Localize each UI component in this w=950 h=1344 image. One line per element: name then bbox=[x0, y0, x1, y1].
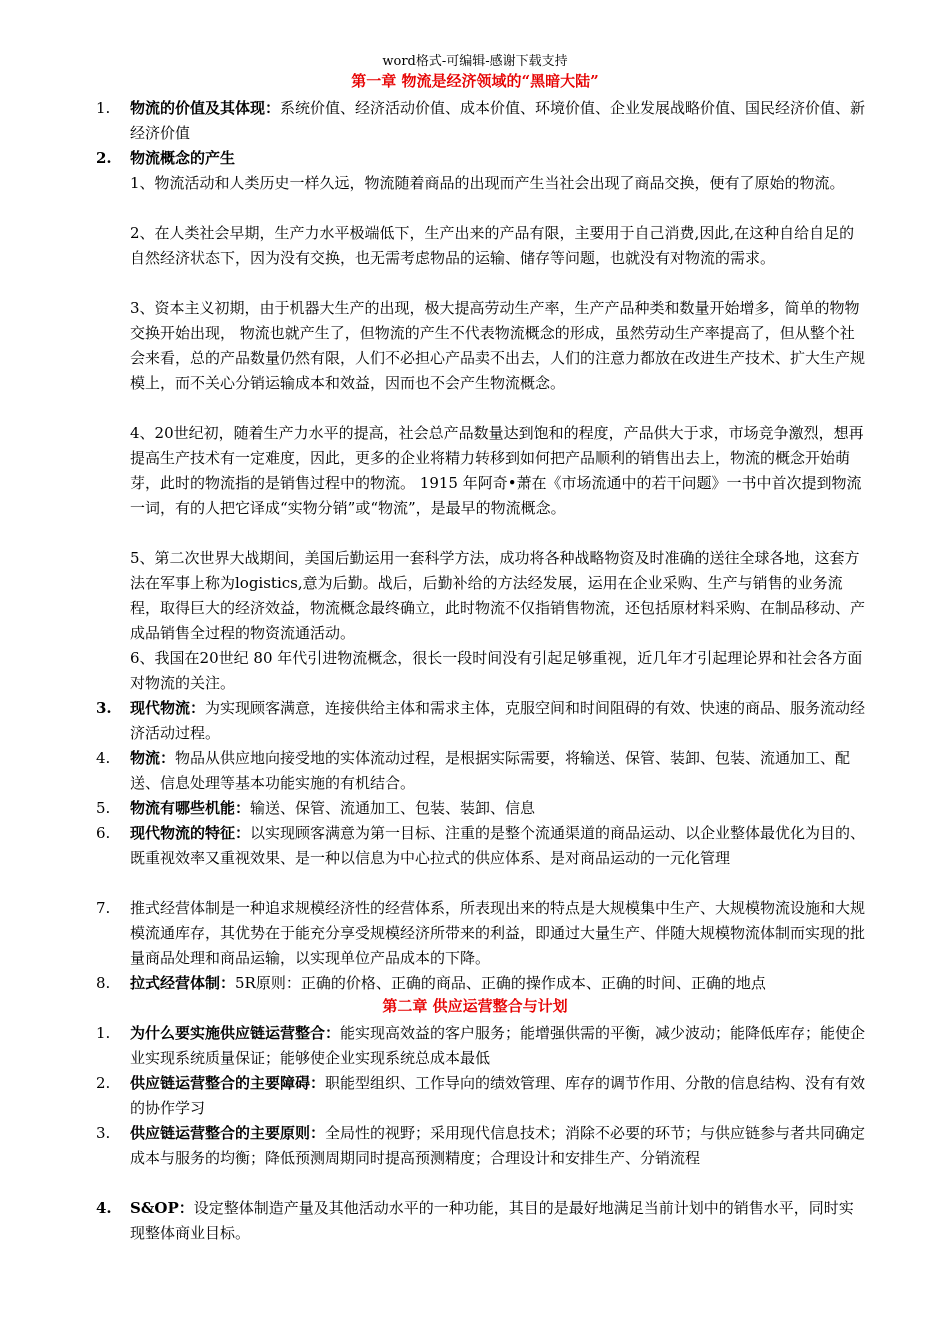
chapter-1-title: 第一章 物流是经济领域的“黑暗大陆” bbox=[351, 72, 599, 90]
item-number: 2. bbox=[96, 149, 112, 167]
item-text: 设定整体制造产量及其他活动水平的一种功能，其目的是最好地满足当前计划中的销售水平，同时实现整体商业目标。 bbox=[130, 1199, 854, 1242]
paragraph: 1、物流活动和人类历史一样久远，物流随着商品的出现而产生当社会出现了商品交换，便有了原始的物流。 bbox=[130, 174, 845, 192]
item-keyword: 为什么要实施供应链运营整合： bbox=[130, 1024, 341, 1042]
item-text: 输送、保管、流通加工、包装、装卸、信息 bbox=[250, 799, 536, 817]
item-keyword: 物流概念的产生 bbox=[130, 149, 236, 167]
list-item bbox=[96, 821, 866, 871]
chapter-2-title: 第二章 供应运营整合与计划 bbox=[382, 997, 568, 1015]
paragraph: 6、我国在20世纪 80 年代引进物流概念，很长一段时间没有引起足够重视，近几年才引起理论界和社会各方面对物流的关注。 bbox=[130, 649, 863, 692]
item-text: 系统价值、经济活动价值、成本价值、环境价值、企业发展战略价值、国民经济价值、新经济价值 bbox=[130, 99, 866, 142]
list-item bbox=[96, 96, 866, 146]
item-number: 2. bbox=[96, 1074, 111, 1092]
item-number: 6. bbox=[96, 824, 111, 842]
page-header: word格式-可编辑-感谢下载支持 bbox=[382, 54, 568, 69]
list-item bbox=[96, 146, 866, 171]
list-item bbox=[96, 1196, 866, 1246]
item-number: 8. bbox=[96, 974, 111, 992]
item-text: 推式经营体制是一种追求规模经济性的经营体系，所表现出来的特点是大规模集中生产、大规模物流设施和大规模流通库存，其优势在于能充分享受规模经济所带来的利益，即通过大量生产、伴随大规模物流体制而实现的批量商品处理和商品运输，以实现单位产品成本的下降。 bbox=[130, 899, 866, 967]
item-keyword: 供应链运营整合的主要原则： bbox=[130, 1124, 326, 1142]
item-keyword: 物流有哪些机能： bbox=[130, 799, 251, 817]
item-text: 全局性的视野；采用现代信息技术；消除不必要的环节；与供应链参与者共同确定成本与服务的均衡；降低预测周期同时提高预测精度；合理设计和安排生产、分销流程 bbox=[130, 1124, 866, 1167]
list-item bbox=[96, 1121, 866, 1171]
list-item bbox=[96, 971, 866, 996]
item-number: 1. bbox=[96, 99, 111, 117]
item-keyword: 现代物流： bbox=[130, 699, 206, 717]
item-text: 5R原则：正确的价格、正确的商品、正确的操作成本、正确的时间、正确的地点 bbox=[235, 974, 766, 992]
list-item bbox=[96, 1021, 866, 1071]
paragraph: 2、在人类社会早期，生产力水平极端低下，生产出来的产品有限，主要用于自己消费,因此,在这种自给自足的自然经济状态下，因为没有交换，也无需考虑物品的运输、储存等问题，也就没有对物流的需求。 bbox=[130, 224, 855, 267]
item-number: 3. bbox=[96, 699, 112, 717]
item-number: 4. bbox=[96, 1199, 112, 1217]
item-keyword: S&OP： bbox=[130, 1199, 194, 1217]
item-text: 物品从供应地向接受地的实体流动过程，是根据实际需要，将输送、保管、装卸、包装、流通加工、配送、信息处理等基本功能实施的有机结合。 bbox=[130, 749, 851, 792]
item-keyword: 物流的价值及其体现： bbox=[130, 99, 281, 117]
item-number: 5. bbox=[96, 799, 111, 817]
paragraph: 3、资本主义初期，由于机器大生产的出现，极大提高劳动生产率，生产产品种类和数量开始增多，简单的物物交换开始出现， 物流也就产生了，但物流的产生不代表物流概念的形成，虽然劳动生产率提高了，但从整个社会来看，总的产品数量仍然有限，人们不必担心产品卖不出去，人们的注意力都放在改进生产技术、扩大生产规模上，而不关心分销运输成本和效益，因而也不会产生物流概念。 bbox=[130, 299, 866, 392]
item-number: 4. bbox=[96, 749, 111, 767]
item-number: 3. bbox=[96, 1124, 111, 1142]
item-number: 7. bbox=[96, 899, 111, 917]
item-text: 能实现高效益的客户服务；能增强供需的平衡，减少波动；能降低库存；能使企业实现系统质量保证；能够使企业实现系统总成本最低 bbox=[130, 1024, 866, 1067]
list-item bbox=[96, 1071, 866, 1121]
item-text: 以实现顾客满意为第一目标、注重的是整个流通渠道的商品运动、以企业整体最优化为目的、既重视效率又重视效果、是一种以信息为中心拉式的供应体系、是对商品运动的一元化管理 bbox=[130, 824, 866, 867]
list-item bbox=[96, 796, 866, 821]
paragraph: 4、20世纪初，随着生产力水平的提高，社会总产品数量达到饱和的程度，产品供大于求，市场竞争激烈，想再提高生产技术有一定难度，因此，更多的企业将精力转移到如何把产品顺利的销售出去上，物流的概念开始萌芽，此时的物流指的是销售过程中的物流。 1915 年阿奇•萧在《市场流通中的若干问题》一书中首次提到物流一词，有的人把它译成“实物分销”或“物流”，是最早的物流概念。 bbox=[130, 424, 864, 517]
item-keyword: 供应链运营整合的主要障碍： bbox=[130, 1074, 326, 1092]
list-item bbox=[96, 746, 866, 796]
list-item bbox=[96, 696, 866, 746]
item-text: 为实现顾客满意，连接供给主体和需求主体，克服空间和时间阻碍的有效、快速的商品、服务流动经济活动过程。 bbox=[130, 699, 866, 742]
item-keyword: 现代物流的特征： bbox=[130, 824, 251, 842]
item-keyword: 物流： bbox=[130, 749, 176, 767]
item-keyword: 拉式经营体制： bbox=[130, 974, 236, 992]
item-text: 职能型组织、工作导向的绩效管理、库存的调节作用、分散的信息结构、没有有效的协作学习 bbox=[130, 1074, 866, 1117]
paragraph: 5、第二次世界大战期间，美国后勤运用一套科学方法，成功将各种战略物资及时准确的送往全球各地，这套方法在军事上称为logistics,意为后勤。战后，后勤补给的方法经发展，运用在企业采购、生产与销售的业务流程，取得巨大的经济效益，物流概念最终确立，此时物流不仅指销售物流，还包括原材料采购、在制品移动、产成品销售全过程的物资流通活动。 bbox=[130, 549, 866, 642]
item-number: 1. bbox=[96, 1024, 111, 1042]
list-item bbox=[96, 896, 866, 971]
